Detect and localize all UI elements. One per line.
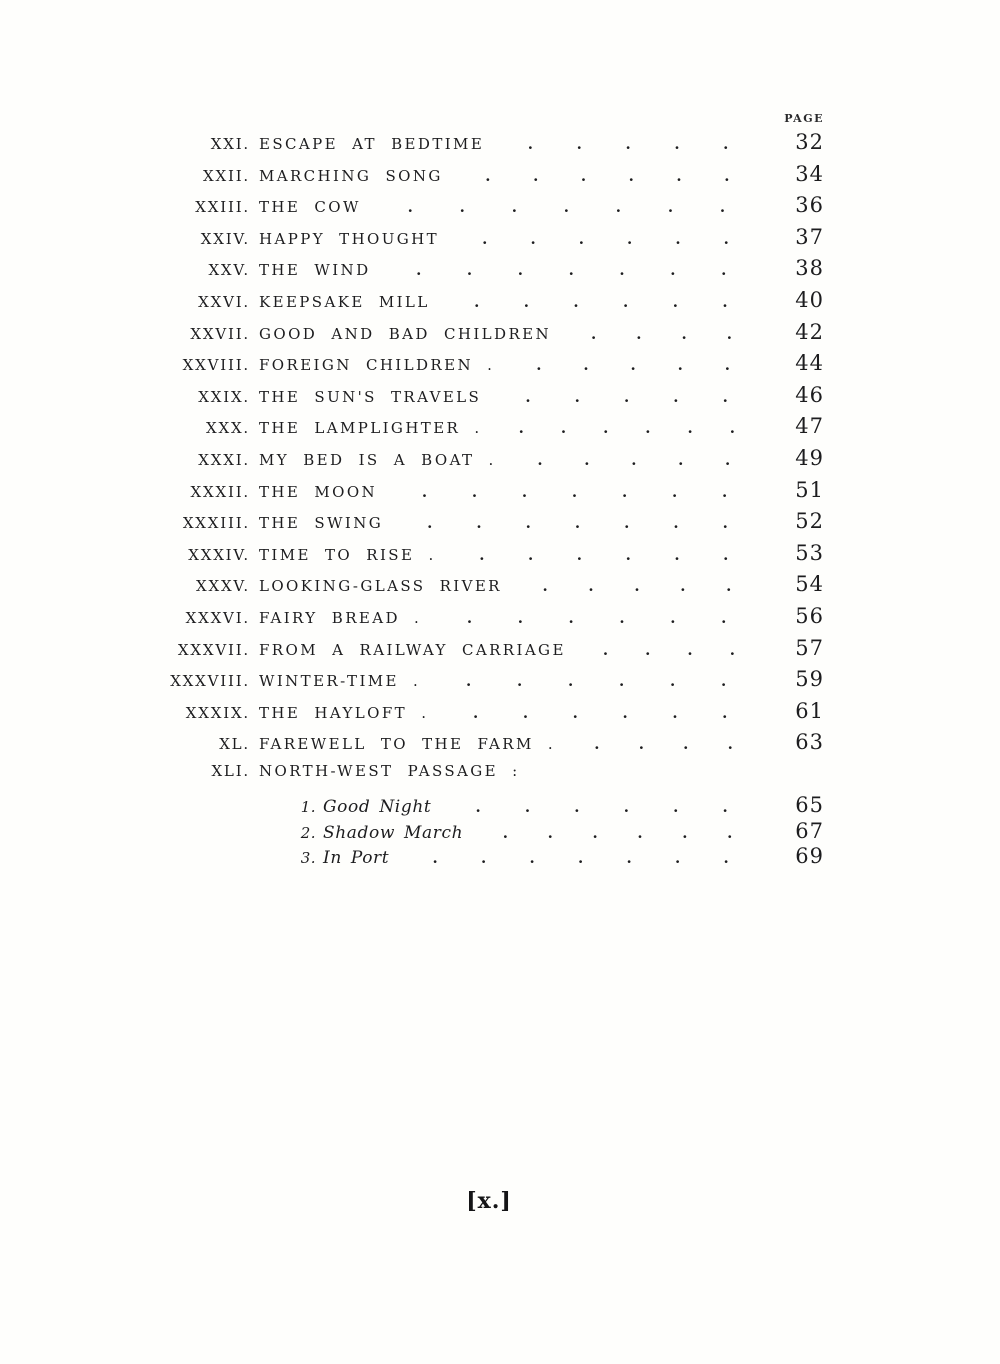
toc-entry (148, 162, 824, 194)
entry-numeral: XXXV. (195, 577, 250, 596)
entry-numeral: XXIV. (200, 229, 250, 248)
entry-numeral: XXX. (205, 419, 250, 438)
entry-numeral: XXXIV. (188, 545, 250, 564)
entry-title: FAIRY BREAD . (259, 608, 422, 627)
entry-title: THE COW (259, 198, 361, 217)
leader-dots: . . . . . . . (421, 484, 728, 500)
leader-dots: . . . . . (525, 389, 728, 405)
entry-numeral: XXIX. (198, 387, 250, 406)
entry-title: THE WIND (259, 261, 371, 280)
entry-title: THE SWING (259, 514, 384, 533)
entry-numeral: 1. (300, 798, 316, 817)
toc-entry (148, 541, 824, 573)
entry-title: THE SUN'S TRAVELS (259, 387, 482, 406)
entry-page-number: 54 (795, 572, 824, 597)
entry-numeral: XLI. (211, 761, 250, 780)
leader-dots: . . . . . . (475, 800, 728, 816)
entry-page-number: 40 (795, 287, 824, 312)
leader-dots: . . . . . . (466, 674, 727, 690)
entry-title: HAPPY THOUGHT (259, 229, 440, 248)
entry-numeral: XXXVII. (177, 640, 250, 659)
leader-dots: . . . . (602, 642, 735, 658)
toc-entry (148, 509, 824, 541)
entry-title: WINTER-TIME . (259, 672, 421, 691)
entry-title: FROM A RAILWAY CARRIAGE (259, 640, 566, 659)
entry-page-number: 51 (795, 477, 824, 502)
entry-page-number: 67 (795, 818, 824, 843)
toc-entry (148, 351, 824, 383)
entry-numeral: XXVII. (190, 324, 250, 343)
toc-entry (148, 320, 824, 352)
toc-entry (148, 414, 824, 446)
leader-dots: . . . . (591, 326, 732, 342)
entry-numeral: XXII. (203, 166, 250, 185)
toc-entry (148, 478, 824, 510)
entry-numeral: XXIII. (195, 198, 250, 217)
entry-page-number: 37 (795, 224, 824, 249)
entry-numeral: XXVIII. (182, 356, 250, 375)
leader-dots: . . . . . (536, 358, 731, 374)
entry-page-number: 59 (795, 667, 824, 692)
toc-entry (148, 636, 824, 668)
leader-dots: . . . . . . (482, 231, 729, 247)
folio-page-number: [x.] (466, 1188, 512, 1214)
entry-title: MARCHING SONG (259, 166, 443, 185)
leader-dots: . . . . (594, 737, 733, 753)
toc-entry (148, 604, 824, 636)
entry-page-number: 53 (795, 540, 824, 565)
toc-entry (148, 383, 824, 415)
toc-entry (148, 446, 824, 478)
toc-entry (148, 288, 824, 320)
leader-dots: . . . . . . (502, 825, 733, 841)
entry-title: FOREIGN CHILDREN . (259, 356, 495, 375)
entry-numeral: XXXIX. (185, 703, 250, 722)
entry-title: THE LAMPLIGHTER . (259, 419, 482, 438)
entry-title: LOOKING-GLASS RIVER (259, 577, 502, 596)
entry-page-number: 34 (795, 161, 824, 186)
leader-dots: . . . . . . (473, 705, 728, 721)
entry-title: FAREWELL TO THE FARM . (259, 735, 556, 754)
toc-entry (148, 793, 824, 818)
entry-numeral: 2. (300, 823, 316, 842)
entry-title: Good Night (323, 797, 432, 818)
toc-entry (148, 667, 824, 699)
entry-title: KEEPSAKE MILL (259, 292, 430, 311)
entry-page-number: 52 (795, 509, 824, 534)
entry-page-number: 61 (795, 698, 824, 723)
entry-title: MY BED IS A BOAT . (259, 450, 496, 469)
entry-page-number: 65 (795, 793, 824, 818)
entry-title: NORTH-WEST PASSAGE : (259, 761, 520, 780)
entry-page-number: 57 (795, 635, 824, 660)
entry-page-number: 46 (795, 382, 824, 407)
entry-title: ESCAPE AT BEDTIME (259, 135, 485, 153)
leader-dots: . . . . . . (466, 610, 727, 626)
toc-entry (148, 699, 824, 731)
entry-title: GOOD AND BAD CHILDREN (259, 324, 552, 343)
toc-entry (148, 130, 824, 162)
toc-entry (148, 819, 824, 844)
entry-numeral: XXXVIII. (170, 672, 250, 691)
entry-page-number: 36 (795, 193, 824, 218)
entry-title: THE HAYLOFT . (259, 703, 429, 722)
leader-dots: . . . . . . (485, 168, 730, 184)
page-column-header: PAGE (784, 112, 824, 125)
leader-dots: . . . . . . (474, 294, 728, 310)
entry-page-number: 63 (795, 730, 824, 755)
leader-dots: . . . . . . . (432, 850, 729, 866)
entry-page-number: 38 (795, 256, 824, 281)
table-of-contents (148, 112, 824, 869)
toc-entry (148, 762, 824, 794)
entry-page-number: 42 (795, 319, 824, 344)
entry-title: TIME TO RISE . (259, 545, 436, 564)
leader-dots: . . . . . . . (416, 263, 727, 279)
toc-entries (148, 130, 824, 869)
entry-page-number: 56 (795, 603, 824, 628)
entry-numeral: XXXIII. (182, 514, 250, 533)
toc-entry (148, 844, 824, 869)
leader-dots: . . . . . (527, 137, 729, 152)
leader-dots: . . . . . . (518, 421, 735, 437)
toc-entry (148, 730, 824, 762)
entry-page-number: 69 (795, 843, 824, 868)
toc-entry (148, 572, 824, 604)
entry-numeral: XXXVI. (185, 608, 250, 627)
entry-numeral: 3. (300, 848, 316, 867)
toc-entry (148, 225, 824, 257)
entry-title: In Port (323, 847, 390, 868)
entry-title: THE MOON (259, 482, 378, 501)
entry-page-number: 47 (795, 414, 824, 439)
entry-page-number: 44 (795, 351, 824, 376)
entry-numeral: XL. (219, 735, 250, 754)
leader-dots: . . . . . . . (427, 516, 728, 532)
entry-page-number: 32 (795, 130, 824, 154)
entry-numeral: XXVI. (198, 292, 250, 311)
entry-numeral: XXXII. (190, 482, 250, 501)
toc-entry (148, 256, 824, 288)
entry-numeral: XXI. (210, 135, 250, 153)
entry-numeral: XXV. (208, 261, 250, 280)
entry-title: Shadow March (323, 822, 464, 843)
leader-dots: . . . . . (542, 579, 732, 595)
leader-dots: . . . . . . (479, 547, 729, 563)
toc-entry (148, 193, 824, 225)
leader-dots: . . . . . (537, 452, 731, 468)
leader-dots: . . . . . . . (407, 200, 726, 216)
entry-numeral: XXXI. (198, 450, 250, 469)
entry-page-number: 49 (795, 445, 824, 470)
